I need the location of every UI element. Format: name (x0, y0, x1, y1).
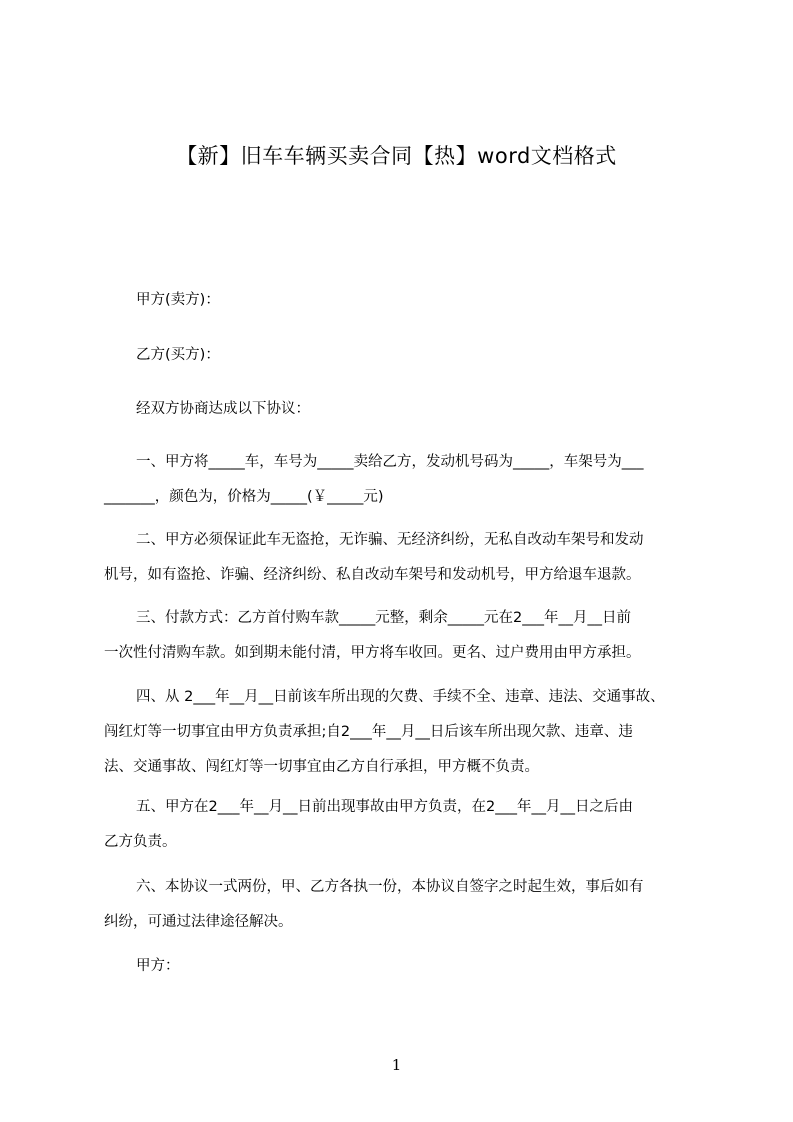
clause-6-line-2: 纠纷，可通过法律途径解决。 (104, 914, 293, 930)
clause-3-line-1: 三、付款方式：乙方首付购车款_____元整，剩余_____元在2___年__月__日前 (136, 610, 631, 626)
party-b-buyer-label: 乙方(买方)： (136, 347, 220, 363)
clause-5 (104, 790, 708, 860)
clause-5-line-1: 五、甲方在2___年__月__日前出现事故由甲方负责，在2___年__月__日之后由 (136, 799, 633, 815)
clause-6-line-1: 六、本协议一式两份，甲、乙方各执一份，本协议自签字之时起生效，事后如有 (136, 879, 644, 895)
clause-4 (104, 680, 708, 785)
clause-4-line-1: 四、从 2___年__月__日前该车所出现的欠费、手续不全、违章、违法、交通事故、 (136, 689, 665, 705)
document-title: 【新】旧车车辆买卖合同【热】word文档格式 (176, 144, 617, 168)
clause-5-line-2: 乙方负责。 (104, 834, 177, 850)
agreement-intro-text: 经双方协商达成以下协议： (136, 401, 310, 417)
page-number: 1 (391, 1056, 402, 1074)
clause-4-line-2: 闯红灯等一切事宜由甲方负责承担;自2___年__月__日后该车所出现欠款、违章、违 (104, 724, 633, 740)
clause-3-line-2: 一次性付清购车款。如到期未能付清，甲方将车收回。更名、过户费用由甲方承担。 (104, 645, 641, 661)
party-b-buyer-line (104, 338, 708, 373)
clause-2 (104, 523, 708, 593)
signature-party-a (104, 949, 708, 984)
clause-3 (104, 601, 708, 671)
clause-1 (104, 445, 708, 515)
party-a-seller-label: 甲方(卖方)： (136, 292, 220, 308)
clause-2-line-2: 机号，如有盗抢、诈骗、经济纠纷、私自改动车架号和发动机号，甲方给退车退款。 (104, 567, 641, 583)
signature-party-a-label: 甲方： (136, 958, 180, 974)
agreement-intro (104, 392, 708, 427)
clause-1-line-2: _______，颜色为，价格为_____(￥_____元) (104, 489, 384, 505)
clause-6 (104, 870, 708, 940)
clause-4-line-3: 法、交通事故、闯红灯等一切事宜由乙方自行承担，甲方概不负责。 (104, 759, 539, 775)
party-a-seller-line (104, 283, 708, 318)
clause-1-line-1: 一、甲方将_____车，车号为_____卖给乙方，发动机号码为_____，车架号为___ (136, 454, 644, 470)
clause-2-line-1: 二、甲方必须保证此车无盗抢，无诈骗、无经济纠纷，无私自改动车架号和发动 (136, 532, 644, 548)
